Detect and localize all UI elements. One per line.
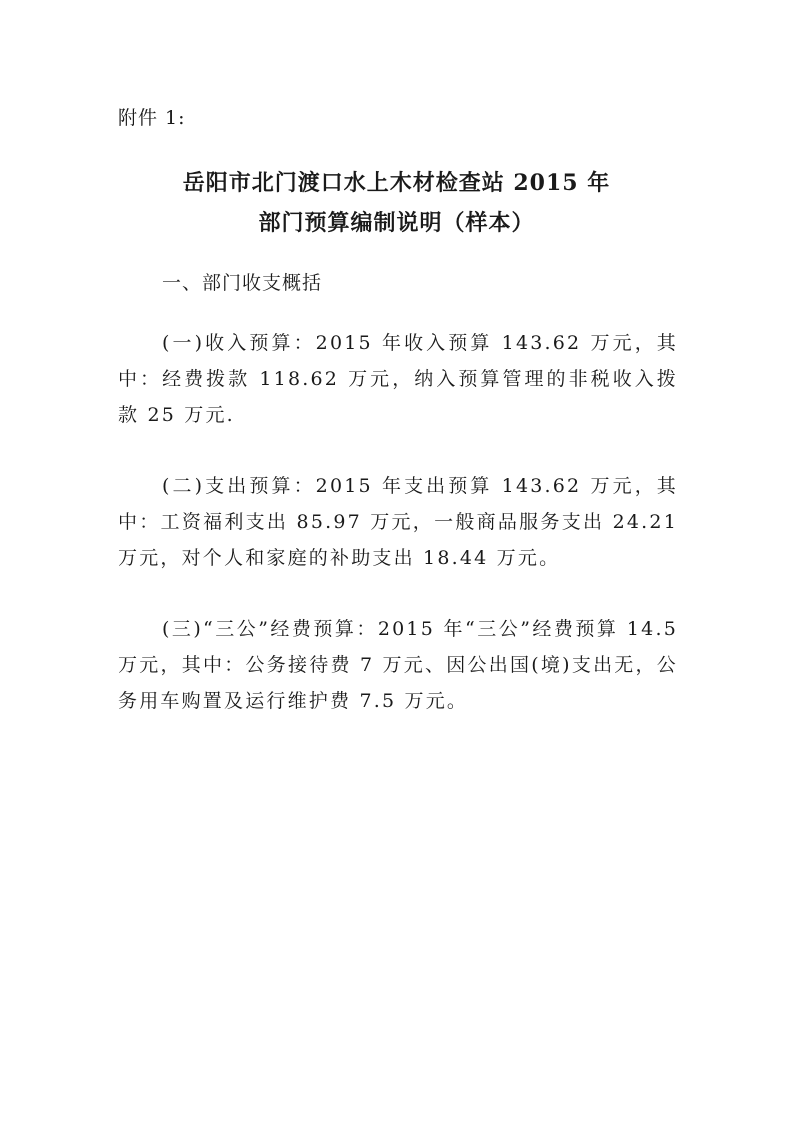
- expenditure-budget-paragraph: (二)支出预算：2015 年支出预算 143.62 万元，其中：工资福利支出 85.97 万元，一般商品服务支出 24.21 万元，对个人和家庭的补助支出 18.44 万元。: [118, 475, 678, 569]
- income-budget-paragraph: (一)收入预算：2015 年收入预算 143.62 万元，其中：经费拨款 118.62 万元，纳入预算管理的非税收入拨款 25 万元.: [118, 332, 678, 426]
- document-title-line1: 岳阳市北门渡口水上木材检查站 2015 年: [182, 170, 611, 196]
- document-title-line2: 部门预算编制说明（样本）: [258, 210, 535, 236]
- attachment-label: 附件 1:: [118, 107, 186, 129]
- section-heading: 一、部门收支概括: [162, 272, 323, 294]
- three-public-budget-paragraph: (三)“三公”经费预算：2015 年“三公”经费预算 14.5 万元，其中：公务接待费 7 万元、因公出国(境)支出无，公务用车购置及运行维护费 7.5 万元。: [118, 618, 678, 712]
